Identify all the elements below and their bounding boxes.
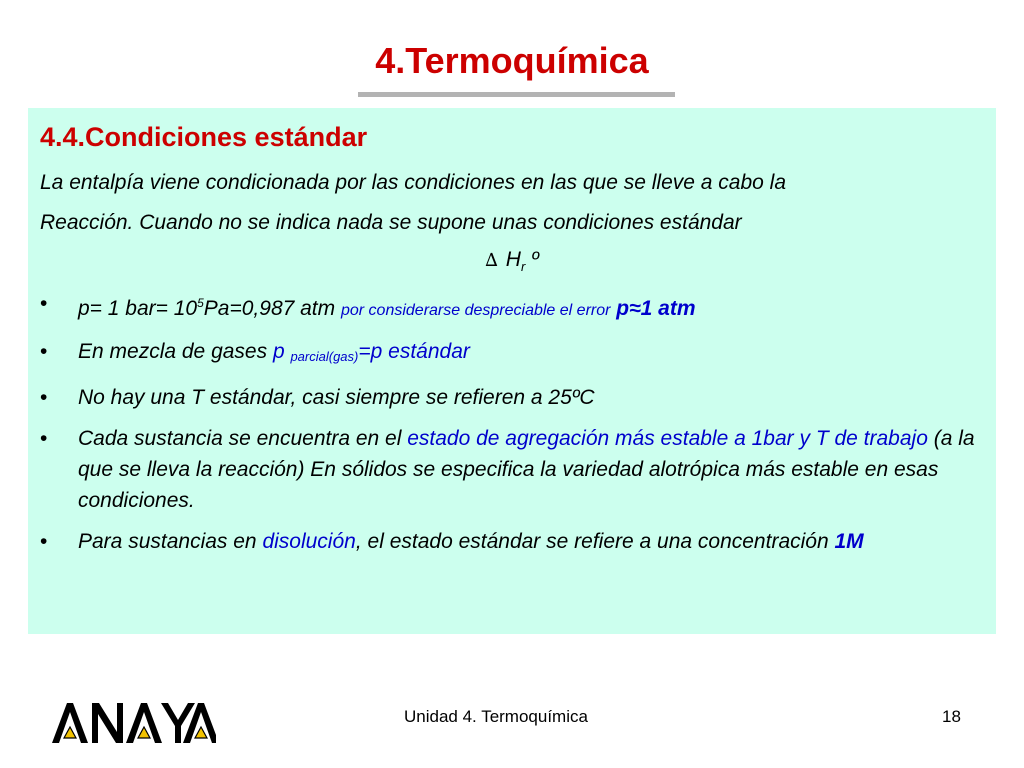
formula-symbol: H — [505, 248, 521, 271]
list-item — [40, 526, 984, 557]
page-number: 18 — [942, 707, 961, 726]
bullet-text: Pa=0,987 atm — [203, 297, 341, 320]
bullet-marker: • — [40, 292, 48, 315]
bullet-marker: • — [40, 530, 48, 553]
bullet-highlight: disolución — [262, 530, 356, 553]
bullet-text: No hay una T estándar, casi siempre se refieren a 25ºC — [78, 386, 595, 409]
bullet-marker: • — [40, 340, 48, 363]
list-item — [40, 336, 984, 372]
list-item — [40, 423, 984, 516]
bullet-note: por considerarse despreciable el error — [340, 302, 611, 319]
delta-symbol: ∆ — [485, 250, 498, 271]
bullet-text: Para sustancias en — [78, 530, 263, 553]
anaya-logo — [50, 700, 216, 746]
footer-unit-title: Unidad 4. Termoquímica — [404, 707, 588, 726]
formula-subscript: r — [520, 259, 526, 275]
content-box — [28, 108, 996, 634]
list-item — [40, 288, 984, 326]
bullet-text: p= 1 bar= 10 — [78, 297, 198, 320]
bullet-emphasis: p≈1 atm — [616, 297, 696, 320]
bullet-text: (a la que se lleva la reacción) En sólidos se especifica la variedad alotrópica más estable en esas condiciones. — [78, 427, 975, 512]
bullet-highlight: =p estándar — [358, 340, 470, 363]
enthalpy-formula — [28, 248, 996, 274]
list-item — [40, 382, 984, 413]
exponent: 5 — [197, 296, 204, 310]
formula-superscript: º — [525, 248, 539, 271]
bullet-highlight: estado de agregación más estable a 1bar y T de trabajo — [407, 427, 928, 450]
bullet-subscript: parcial(gas) — [290, 349, 359, 364]
intro-line-1: La entalpía viene condicionada por las condiciones en las que se lleve a cabo la — [40, 171, 787, 194]
section-heading: 4.4.Condiciones estándar — [40, 122, 368, 152]
bullet-text: En mezcla de gases — [78, 340, 273, 363]
bullet-text: , el estado estándar se refiere a una concentración — [355, 530, 835, 553]
bullet-list — [40, 288, 984, 567]
bullet-text: Cada sustancia se encuentra en el — [78, 427, 408, 450]
bullet-highlight: p — [272, 340, 291, 363]
slide-title: 4.Termoquímica — [375, 40, 649, 81]
intro-line-2: Reacción. Cuando no se indica nada se supone unas condiciones estándar — [40, 211, 742, 234]
bullet-marker: • — [40, 386, 48, 409]
bullet-marker: • — [40, 427, 48, 450]
title-underline — [358, 92, 675, 97]
bullet-emphasis: 1M — [834, 530, 864, 553]
